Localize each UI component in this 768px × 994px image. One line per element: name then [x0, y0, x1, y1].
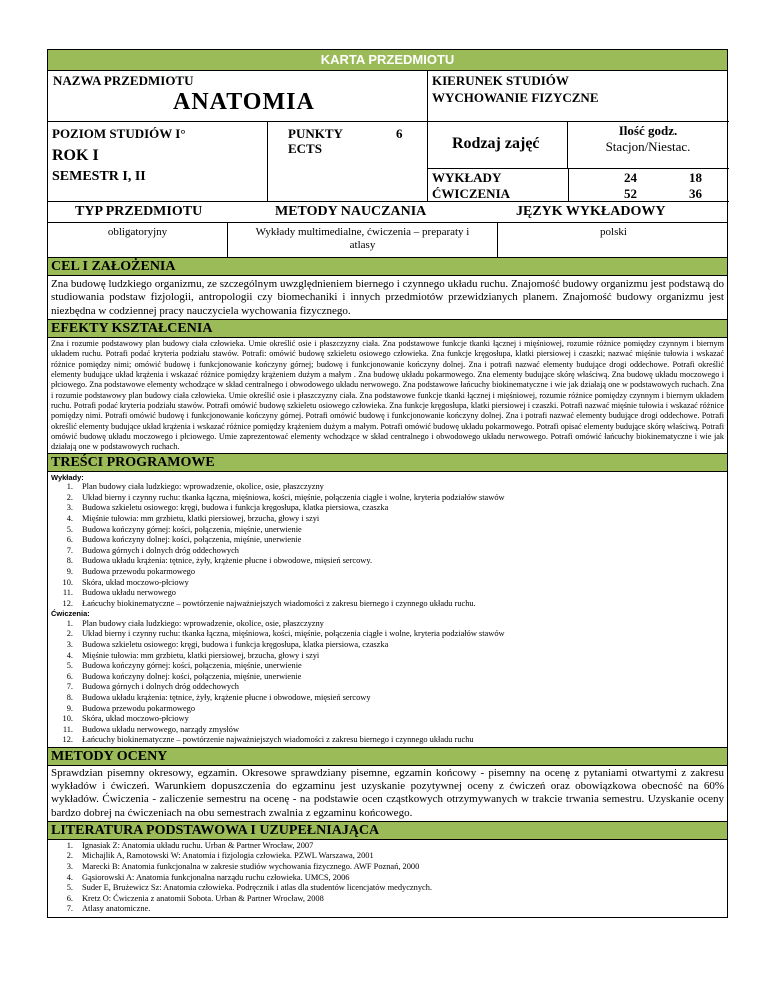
exercise-item-text: Skóra, układ moczowo-płciowy — [82, 714, 189, 724]
exercise-item — [51, 725, 724, 736]
lecture-item-text: Łańcuchy biokinematyczne – powtórzenie najważniejszych wiadomości z zakresu biernego i czynnego układu ruchu. — [82, 598, 476, 608]
lecture-item-text: Budowa kończyny dolnej: kości, połączenia, mięśnie, unerwienie — [82, 535, 302, 545]
literature-item-text: Michajlik A, Ramotowski W: Anatomia i fizjologia człowieka. PZWL Warszawa, 2001 — [82, 851, 374, 861]
direction-label: KIERUNEK STUDIÓW — [432, 73, 569, 88]
lecture-item — [51, 514, 724, 525]
literature-item-text: Kretz O: Ćwiczenia z anatomii Sobota. Urban & Partner Wrocław, 2008 — [82, 893, 324, 903]
exercise-item — [51, 735, 724, 746]
literature-item-text: Ignasiak Z: Anatomia układu ruchu. Urban & Partner Wrocław, 2007 — [82, 840, 314, 850]
hours-label-1: Ilość godz. — [618, 123, 678, 138]
divider — [48, 201, 729, 202]
exercise-item-text: Budowa układu nerwowego, narządy zmysłów — [82, 724, 239, 734]
exercise-item-number: 12. — [62, 735, 73, 745]
ects-label-2: ECTS — [288, 141, 322, 156]
hours-cell — [568, 123, 728, 155]
divider — [568, 168, 569, 201]
lecture-item — [51, 588, 724, 599]
lecture-item-text: Budowa układu nerwowego — [82, 588, 176, 598]
header-table — [47, 70, 728, 223]
literature-section — [47, 822, 728, 918]
methods-label: METODY NAUCZANIA — [275, 204, 427, 219]
literature-item — [51, 873, 724, 884]
exercise-item — [51, 619, 724, 630]
exercise-item-number: 10. — [62, 714, 73, 724]
lecture-item-number: 1. — [66, 482, 73, 492]
year-value: ROK I — [52, 147, 99, 164]
language-value: polski — [600, 226, 627, 238]
content-section — [47, 454, 728, 748]
literature-item — [51, 862, 724, 873]
literature-item — [51, 894, 724, 905]
lecture-item-number: 11. — [62, 588, 73, 598]
exercise-item — [51, 693, 724, 704]
literature-item-text: Gąsiorowski A: Anatomia funkcjonalna narządu ruchu człowieka. UMCS, 2006 — [82, 872, 350, 882]
literature-item — [51, 851, 724, 862]
exercise-item — [51, 629, 724, 640]
literature-item-text: Atlasy anatomiczne. — [82, 904, 151, 914]
exercise-item-number: 1. — [66, 618, 73, 628]
lecture-item-number: 8. — [66, 556, 73, 566]
exercises-list — [51, 619, 724, 746]
goal-section — [47, 258, 728, 320]
grading-section — [47, 748, 728, 822]
exercise-stac: 52 — [624, 186, 637, 201]
lecture-item-number: 12. — [62, 598, 73, 608]
lecture-item-text: Mięśnie tułowia: mm grzbietu, klatki piersiowej, brzucha, głowy i szyi — [82, 513, 320, 523]
lecture-item — [51, 556, 724, 567]
literature-item-number: 6. — [66, 893, 73, 903]
exercise-item-number: 4. — [66, 650, 73, 660]
classes-cell — [428, 121, 568, 168]
hours-label-2: Stacjon/Niestac. — [605, 139, 691, 154]
effects-heading: EFEKTY KSZTAŁCENIA — [48, 320, 727, 338]
literature-item-number: 3. — [66, 861, 73, 871]
ects-label-1: PUNKTY — [288, 126, 343, 141]
exercise-item — [51, 661, 724, 672]
lecture-item — [51, 567, 724, 578]
type-label: TYP PRZEDMIOTU — [75, 204, 203, 219]
language-label: JĘZYK WYKŁADOWY — [516, 204, 666, 219]
exercise-item-number: 2. — [66, 629, 73, 639]
exercise-item-text: Budowa kończyny górnej: kości, połączenia, mięśnie, unerwienie — [82, 661, 302, 671]
lecture-item-number: 5. — [66, 524, 73, 534]
lecture-item-text: Skóra, układ moczowo-płciowy — [82, 577, 189, 587]
lecture-item-number: 7. — [66, 545, 73, 555]
exercise-item-text: Budowa górnych i dolnych dróg oddechowych — [82, 682, 239, 692]
exercise-item — [51, 704, 724, 715]
literature-heading: LITERATURA PODSTAWOWA I UZUPEŁNIAJĄCA — [48, 822, 727, 840]
lecture-item-number: 4. — [66, 513, 73, 523]
level-label: POZIOM STUDIÓW I° — [52, 126, 186, 141]
subject-name: ANATOMIA — [173, 89, 315, 115]
lecture-item-text: Budowa przewodu pokarmowego — [82, 566, 196, 576]
exercise-item — [51, 682, 724, 693]
exercise-item-number: 9. — [66, 703, 73, 713]
exercise-item-number: 3. — [66, 639, 73, 649]
literature-item-text: Suder E, Brużewicz Sz: Anatomia człowieka. Podręcznik i atlas dla studentów licencjatów medycznych. — [82, 883, 433, 893]
exercise-item-text: Plan budowy ciała ludzkiego: wprowadzenie, okolice, osie, płaszczyzny — [82, 618, 324, 628]
effects-section — [47, 320, 728, 454]
exercises-label: Ćwiczenia: — [51, 609, 90, 619]
exercise-item-number: 8. — [66, 692, 73, 702]
lecture-item — [51, 503, 724, 514]
content-heading: TREŚCI PROGRAMOWE — [48, 454, 727, 472]
goal-text: Zna budowę ludzkiego organizmu, ze szczególnym uwzględnieniem biernego i czynnego układu ruchu. Znajomość budowy organizmu jest podstawą do studiowania podstaw fizjologii, antropologii czy biomechaniki i innych przedmiotów przewidzianych planem. Znajomość budowy organizmu jest niezbędna w codziennej pracy nauczyciela wychowania fizycznego. — [51, 278, 724, 317]
exercise-item-text: Budowa kończyny dolnej: kości, połączenia, mięśnie, unerwienie — [82, 671, 302, 681]
lecture-item — [51, 525, 724, 536]
lecture-item-text: Budowa górnych i dolnych dróg oddechowych — [82, 545, 239, 555]
lecture-item — [51, 482, 724, 493]
literature-item-text: Marecki B: Anatomia funkcjonalna w zakresie studiów wychowania fizycznego. AWF Poznań, 2000 — [82, 861, 420, 871]
exercise-item-text: Budowa przewodu pokarmowego — [82, 703, 196, 713]
literature-item-number: 5. — [66, 883, 73, 893]
exercise-item — [51, 640, 724, 651]
exercise-item-text: Budowa układu krążenia: tętnice, żyły, krążenie płucne i obwodowe, mięsień sercowy — [82, 692, 371, 702]
literature-item — [51, 904, 724, 915]
lectures-label: Wykłady: — [51, 472, 84, 482]
lecture-item-text: Układ bierny i czynny ruchu: tkanka łączna, mięśniowa, kości, mięśnie, połączenia ciągłe i wolne, kryteria podziałów stawów — [82, 492, 505, 502]
level-cell — [48, 121, 268, 201]
exercise-niestac: 36 — [689, 186, 702, 201]
literature-item-number: 4. — [66, 872, 73, 882]
literature-item-number: 2. — [66, 851, 73, 861]
lecture-item — [51, 546, 724, 557]
lecture-item-number: 6. — [66, 535, 73, 545]
lecture-item-number: 2. — [66, 492, 73, 502]
course-card — [47, 49, 728, 918]
lecture-niestac: 18 — [689, 170, 702, 185]
direction-value: WYCHOWANIE FIZYCZNE — [432, 90, 599, 105]
divider — [428, 168, 729, 169]
lecture-item-text: Budowa kończyny górnej: kości, połączenia, mięśnie, unerwienie — [82, 524, 302, 534]
exercise-item-number: 6. — [66, 671, 73, 681]
literature-item-number: 7. — [66, 904, 73, 914]
lecture-item-text: Budowa szkieletu osiowego: kręgi, budowa i funkcja kręgosłupa, klatka piersiowa, czaszka — [82, 503, 389, 513]
exercise-item-number: 11. — [62, 724, 73, 734]
grading-heading: METODY OCENY — [48, 748, 727, 766]
literature-item — [51, 841, 724, 852]
goal-heading: CEL I ZAŁOŻENIA — [48, 258, 727, 276]
lecture-item-text: Plan budowy ciała ludzkiego: wprowadzenie, okolice, osie, płaszczyzny — [82, 482, 324, 492]
exercise-item-number: 5. — [66, 661, 73, 671]
card-title: KARTA PRZEDMIOTU — [47, 49, 728, 70]
exercise-item-text: Mięśnie tułowia: mm grzbietu, klatki piersiowej, brzucha, głowy i szyi — [82, 650, 320, 660]
lecture-item — [51, 493, 724, 504]
lecture-item — [51, 535, 724, 546]
methods-value: Wykłady multimedialne, ćwiczenia – preparaty i atlasy — [228, 223, 498, 258]
lecture-type: WYKŁADY — [432, 170, 502, 185]
effects-text: Zna i rozumie podstawowy plan budowy ciała człowieka. Umie określić osie i płaszczyzny ciała. Zna podstawowe funkcje tkanki łącznej i mięśniowej, rozumie różnice pomiędzy czynnym i biernym układem ruchu. Potrafi podać kryteria podziału stawów. Potrafi: omówić budowę szkieletu osiowego człowieka. Zna funkcje kręgosłupa, klatki piersiowej i czaszki; nazwać mięśnie tułowia i wskazać różnice pomiędzy nimi; omówić budowę i funkcjonowanie kończyny górnej; budowę i funkcjonowanie kończyny dolnej. Zna i potrafi nazwać elementy budujące drogi oddechowe. Potrafi określić elementy budujące układ krążenia i wskazać różnice pomiędzy krążeniem dużym a małym . Zna budowę układu pokarmowego. Zna elementy budujące skórę właściwą. Zna budowę układu moczowego i płciowego. Zna podstawowe elementy wchodzące w skład centralnego i obwodowego układu nerwowego. Zna podstawowe łańcuchy biokinematyczne i wie jak działają one w podstawowych ruchach. Zna i rozumie podstawowy plan budowy ciała człowieka. Umie określić osie i płaszczyzny ciała. Zna podstawowe funkcje tkanki łącznej i mięśniowej, rozumie różnice pomiędzy czynnym i biernym układem ruchu. Potrafi podać kryteria podziału stawów. Potrafi omówić budowę szkieletu osiowego człowieka. Zna funkcje kręgosłupa, klatki piersiowej i czaszki. Potrafi nazwać mięśnie tułowia i wskazać różnice pomiędzy nimi. Potrafi omówić budowę i funkcjonowanie kończyny górnej. Potrafi omówić budowę i funkcjonowanie kończyny dolnej. Zna i potrafi nazwać elementy budujące drogi oddechowe. Potrafi określić elementy budujące układ krążenia i wskazać różnice pomiędzy krążeniem dużym a małym. Potrafi omówić budowę układu pokarmowego. Potrafi opisać elementy budujące skórę właściwą. Potrafi omówić budowę układu moczowego i płciowego. Umie zaprezentować elementy wchodzące w skład centralnego i obwodowego układu nerwowego. Potrafi omówić łańcuchy biokinematyczne i wie jak działają one w podstawowych ruchach. — [51, 338, 724, 452]
exercise-item — [51, 672, 724, 683]
lectures-list — [51, 482, 724, 609]
exercise-item — [51, 651, 724, 662]
grading-text: Sprawdzian pisemny okresowy, egzamin. Okresowe sprawdziany pisemne, egzamin końcowy - pisemny na ocenę z pytaniami otwartymi z zakresu wykładów i ćwiczeń. Warunkiem dopuszczenia do egzaminu jest uzyskanie pozytywnej oceny z ćwiczeń oraz obowiązkowa obecność na 60% wykładów. Ćwiczenia - zaliczenie semestru na ocenę - na podstawie ocen cząstkowych otrzymywanych w trakcie trwania semestru. Uzyskanie oceny bardzo dobrej na ćwiczeniach na obu semestrach zwalnia z egzaminu końcowego. — [51, 766, 724, 819]
exercise-item-text: Budowa szkieletu osiowego: kręgi, budowa i funkcja kręgosłupa, klatka piersiowa, czaszka — [82, 639, 389, 649]
literature-item — [51, 883, 724, 894]
ects-cell — [268, 121, 428, 201]
lecture-item — [51, 599, 724, 610]
exercise-item-text: Łańcuchy biokinematyczne – powtórzenie najważniejszych wiadomości z zakresu biernego i czynnego układu ruchu — [82, 735, 474, 745]
exercise-item — [51, 714, 724, 725]
semester-value: SEMESTR I, II — [52, 169, 146, 184]
subject-label: NAZWA PRZEDMIOTU — [53, 73, 194, 88]
lecture-item — [51, 578, 724, 589]
exercise-type: ĆWICZENIA — [432, 186, 511, 201]
ects-value: 6 — [396, 126, 403, 141]
classes-label: Rodzaj zajęć — [452, 135, 540, 152]
lecture-item-number: 10. — [62, 577, 73, 587]
exercise-item-text: Układ bierny i czynny ruchu: tkanka łączna, mięśniowa, kości, mięśnie, połączenia ciągłe i wolne, kryteria podziałów stawów — [82, 629, 505, 639]
lecture-item-number: 9. — [66, 566, 73, 576]
lecture-stac: 24 — [624, 170, 637, 185]
header-values-row — [47, 223, 728, 258]
lecture-item-text: Budowa układu krążenia: tętnice, żyły, krążenie płucne i obwodowe, mięsień sercowy. — [82, 556, 373, 566]
literature-list — [48, 840, 727, 917]
literature-item-number: 1. — [66, 840, 73, 850]
lecture-item-number: 3. — [66, 503, 73, 513]
type-value: obligatoryjny — [48, 223, 228, 258]
exercise-item-number: 7. — [66, 682, 73, 692]
subject-cell — [48, 71, 428, 121]
